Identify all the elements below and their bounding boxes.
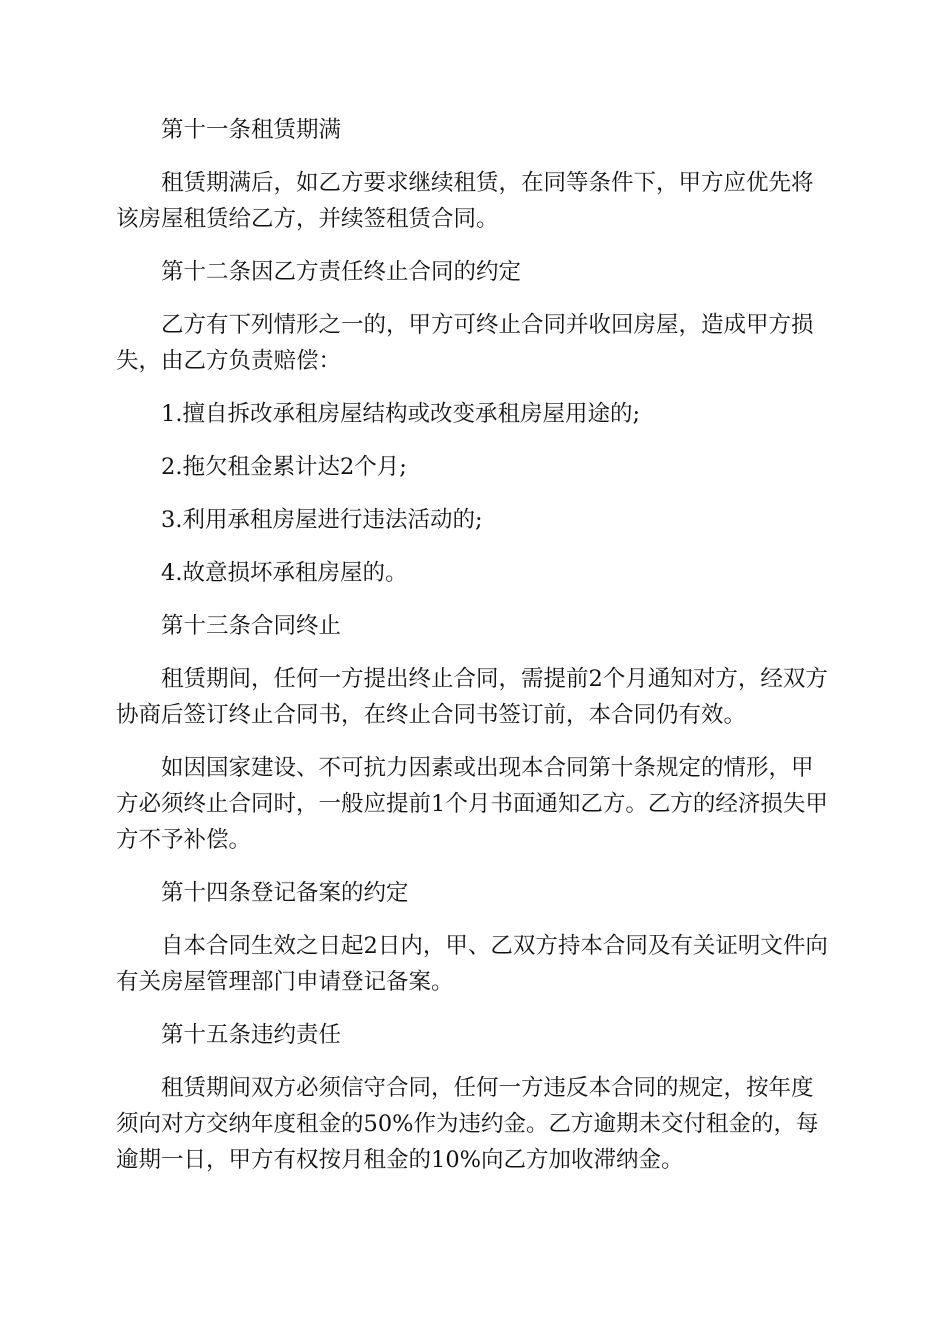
article-15-heading: 第十五条违约责任 [161, 1022, 342, 1048]
article-11-body: 租赁期满后，如乙方要求继续租赁，在同等条件下，甲方应优先将该房屋租赁给乙方，并续签租赁合同。 [116, 170, 814, 232]
article-12-item-1: 1.擅自拆改承租房屋结构或改变承租房屋用途的; [161, 401, 641, 427]
article-12-item-2: 2.拖欠租金累计达2个月; [161, 454, 407, 480]
article-11-heading: 第十一条租赁期满 [161, 117, 342, 143]
article-12-item-3: 3.利用承租房屋进行违法活动的; [161, 507, 483, 533]
article-13-body-2: 如因国家建设、不可抗力因素或出现本合同第十条规定的情形，甲方必须终止合同时，一般应提前1个月书面通知乙方。乙方的经济损失甲方不予补偿。 [116, 755, 828, 853]
article-14-body: 自本合同生效之日起2日内，甲、乙双方持本合同及有关证明文件向有关房屋管理部门申请登记备案。 [116, 933, 828, 995]
article-15-body: 租赁期间双方必须信守合同，任何一方违反本合同的规定，按年度须向对方交纳年度租金的50%作为违约金。乙方逾期未交付租金的，每逾期一日，甲方有权按月租金的10%向乙方加收滞纳金。 [116, 1075, 819, 1173]
article-14-heading: 第十四条登记备案的约定 [161, 880, 409, 906]
article-12-heading: 第十二条因乙方责任终止合同的约定 [161, 259, 522, 285]
article-12-body: 乙方有下列情形之一的，甲方可终止合同并收回房屋，造成甲方损失，由乙方负责赔偿： [116, 312, 814, 374]
document-page [116, 112, 834, 1178]
article-13-body-1: 租赁期间，任何一方提出终止合同，需提前2个月通知对方，经双方协商后签订终止合同书，在终止合同书签订前，本合同仍有效。 [116, 666, 828, 728]
article-12-item-4: 4.故意损坏承租房屋的。 [161, 560, 408, 586]
article-13-heading: 第十三条合同终止 [161, 613, 342, 639]
